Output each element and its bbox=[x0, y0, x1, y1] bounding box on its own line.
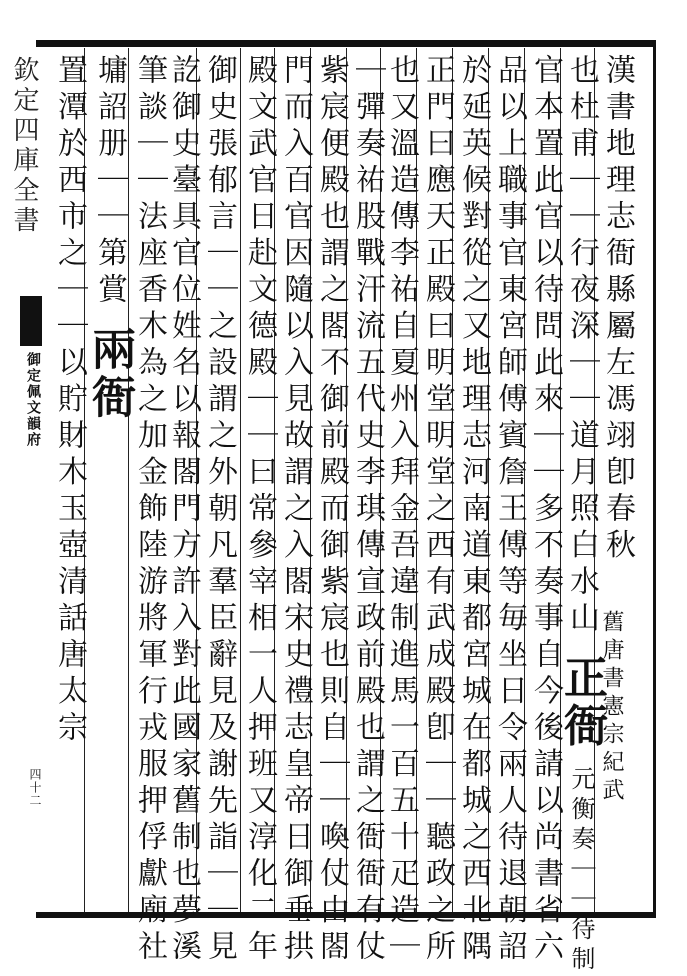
text-column bbox=[348, 54, 386, 967]
text-column bbox=[84, 54, 135, 910]
column-text: 御史張郁言｜｜之設謂之外朝凡羣臣辭見及謝先詣｜｜見 bbox=[202, 54, 237, 967]
text-column bbox=[240, 54, 278, 967]
column-text: 紫宸便殿也謂之閤不御前殿而御紫宸也則自｜｜喚仗由閤 bbox=[314, 54, 349, 967]
text-column bbox=[276, 54, 314, 967]
text-column bbox=[130, 54, 168, 967]
column-text: 殿文武官日赴文德殿｜｜曰常參宰相一人押班又淳化二年 bbox=[242, 54, 277, 967]
column-text: 官本置此官以待問此來｜｜多不奏事自今後請以尚書省六 bbox=[528, 54, 563, 967]
text-column bbox=[490, 54, 528, 967]
column-text: 門而入百官因隨以入見故謂之入閤宋史禮志皇帝日御垂拱 bbox=[278, 54, 313, 967]
margin-header: 欽定四庫全書 bbox=[9, 56, 39, 236]
margin-page-number: 四十二 bbox=[28, 768, 42, 807]
column-text: 正門曰應天正殿曰明堂明堂之西有武成殿卽｜｜聽政之所 bbox=[420, 54, 455, 967]
text-column bbox=[200, 54, 238, 967]
entry-note: 元衡奏｜｜待制 bbox=[567, 766, 595, 976]
column-text: 也杜甫｜｜行夜深｜｜道月照白水山 bbox=[564, 54, 599, 638]
entry-heading: 正衙 bbox=[556, 654, 607, 751]
text-column bbox=[164, 54, 202, 967]
column-text: 於延英候對從之又地理志河南道東都宮城在都城之西北隅 bbox=[456, 54, 491, 967]
column-text: 也又溫造傳李祐自夏州入拜金吾違制進馬一百五十疋造｜ bbox=[384, 54, 419, 967]
text-column bbox=[312, 54, 350, 967]
text-column bbox=[526, 54, 564, 967]
entry-heading: 兩衙 bbox=[84, 325, 135, 422]
text-column bbox=[418, 54, 456, 967]
column-text: 漢書地理志衙縣屬左馮翊卽春秋 bbox=[600, 54, 635, 565]
margin-book-title: 御定佩文韻府 bbox=[25, 352, 41, 448]
text-column bbox=[50, 54, 88, 910]
column-text: 訖御史臺具官位姓名以報閤門方許入對此國家舊制也夢溪 bbox=[166, 54, 201, 967]
column-text: 置潭於西市之｜｜以貯財木玉壺清話唐太宗 bbox=[52, 54, 87, 748]
text-column bbox=[556, 54, 607, 976]
column-rule bbox=[128, 48, 129, 912]
column-text: 墉詔册｜｜第賞 bbox=[92, 54, 127, 310]
column-text: 品以上職事官東宮師傅賓詹王傅等毎坐日令兩人待退朝詔 bbox=[492, 54, 527, 967]
text-column bbox=[382, 54, 420, 967]
column-text: 筆談｜｜法座香木為之加金飾陸游將軍行戎服押俘獻廟社 bbox=[132, 54, 167, 967]
text-column bbox=[454, 54, 492, 967]
column-text: ｜彈奏祐股戰汗流五代史李琪傳宣政前殿也謂之衙衙有仗 bbox=[350, 54, 385, 967]
heading-note: 舊唐書憲宗紀武 bbox=[599, 610, 624, 806]
